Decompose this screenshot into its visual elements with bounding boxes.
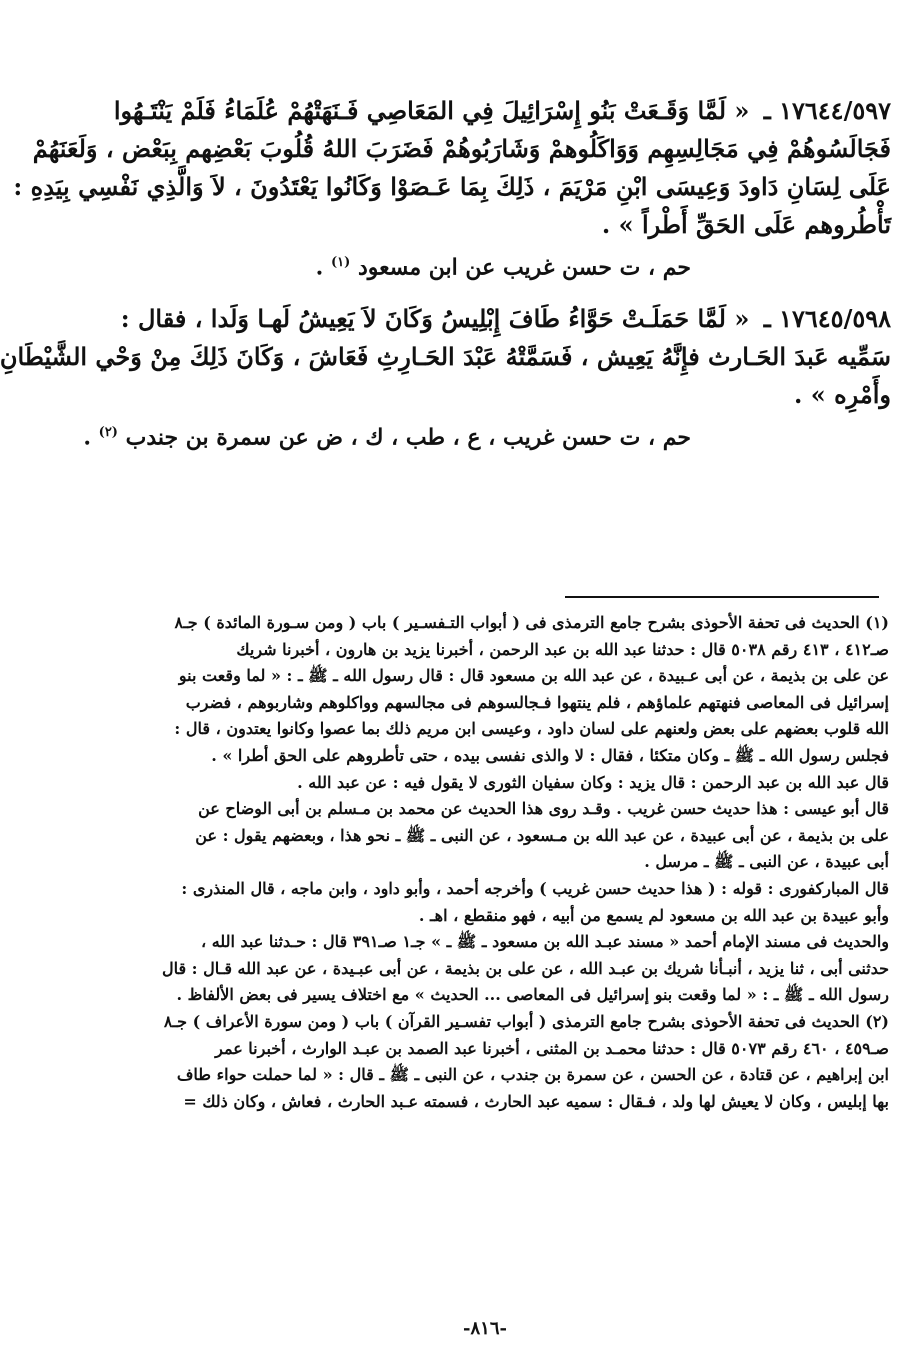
main-text — [0, 92, 891, 471]
hadith-597 — [13, 92, 891, 282]
footnote-line: قال أبو عيسى : هذا حديث حسن غريب . وقـد روى هذا الحديث عن محمد بن مـسلم بن أبى الوضاح عن — [198, 799, 889, 819]
hadith-598 — [0, 300, 891, 452]
source-text: حم ، ت حسن غريب ، ع ، طب ، ك ، ض عن سمرة بن جندب — [125, 424, 691, 451]
footnote-line: قال المباركفورى : قوله : ( هذا حديث حسن غريب ) وأخرجه أحمد ، وأبو داود ، وابن ماجه ، قال المنذرى : — [181, 878, 889, 898]
footnote-line: على بن بذيمة ، عن أبى عبيدة ، عن عبد الله بن مـسعود ، عن النبى ـ ﷺ ـ نحو هذا ، وبعضهم يقول : عن — [195, 825, 889, 845]
hadith-text: « لَمَّا وَقَـعَتْ بَنُو إِسْرَائِيلَ فِي المَعَاصِي فَـنَهَتْهُمْ عُلَمَاءُ فَلَمْ يَنْتَـهُوا — [113, 96, 750, 125]
hadith-source: حم ، ت حسن غريب ، ع ، طب ، ك ، ض عن سمرة بن جندب $^{(٢)}$ . — [83, 424, 691, 451]
footnote-line: صـ٤١٢ ، ٤١٣ رقم ٥٠٣٨ قال : حدثنا عبد الله بن عبد الرحمن ، أخبرنا يزيد بن هارون ، أخبرنا شريك — [236, 639, 889, 659]
hadith-line — [91, 92, 891, 130]
hadith-text: « لَمَّا حَمَلَـتْ حَوَّاءُ طَافَ إِبْلِيسُ وَكَانَ لاَ يَعِيشُ لَهـا وَلَدا ، فقال : — [120, 304, 750, 334]
footnote-line: حدثنى أبى ، ثنا يزيد ، أنبـأنا شريك بن عبـد الله ، عن على بن بذيمة ، عن أبى عبـيدة ، عن عبد الله قـال : قال — [161, 958, 889, 978]
page-number: -٨١٦- — [463, 1318, 507, 1339]
hadith-number: ١٧٦٤٤/٥٩٧ ـ — [763, 96, 891, 125]
source-text: حم ، ت حسن غريب عن ابن مسعود — [357, 254, 691, 281]
footnote-line: الله قلوب بعضهم على بعض ولعنهم على لسان داود ، وعيسى ابن مريم ذلك بما عصوا وكانوا يعتدون ، قال : — [174, 719, 889, 739]
footnote-line: والحديث فى مسند الإمام أحمد « مسند عبـد الله بن مسعود ـ ﷺ ـ » جـ١ صـ٣٩١ قال : حـدثنا عبد الله ، — [200, 932, 889, 952]
hadith-line: تَأْطُروهم عَلَى الحَقِّ أَطْراً » . — [601, 210, 891, 239]
footnote-line: عن على بن بذيمة ، عن أبى عـبيدة ، عن عبد الله بن مسعود قال : قال رسول الله ـ ﷺ ـ : « لما وقعت بنو — [178, 666, 889, 686]
footnote-ref: (١) — [330, 255, 351, 270]
hadith-line: وأَمْرِه » . — [794, 380, 891, 410]
footnote-line: إسرائيل فى المعاصى فنهتهم علماؤهم ، فلم ينتهوا فـجالسوهم فى مجالسهم وواكلوهم وشاربوهم ، فضرب — [185, 692, 889, 712]
footnote-line: (١) الحديث فى تحفة الأحوذى بشرح جامع الترمذى فى ( أبواب التـفسـير ) باب ( ومن سـورة المائدة ) جـ٨ — [174, 613, 889, 632]
hadith-line — [91, 300, 891, 338]
footnote-line: ابن إبراهيم ، عن قتادة ، عن الحسن ، عن سمرة بن جندب ، عن النبى ـ ﷺ ـ قال : « لما حملت حواء طاف — [176, 1065, 889, 1085]
footnote-line: وأبو عبيدة بن عبد الله بن مسعود لم يسمع من أبيه ، فهو منقطع ، اهـ . — [418, 905, 889, 925]
footnote-line: (٢) الحديث فى تحفة الأحوذى بشرح جامع الترمذى ( أبواب تفسـير القرآن ) باب ( ومن سورة الأعراف ) جـ٨ — [163, 1011, 889, 1031]
footnote-line: رسول الله ـ ﷺ ـ : « لما وقعت بنو إسرائيل فى المعاصى ... الحديث » مع اختلاف يسير فى بعض الألفاظ . — [176, 985, 889, 1005]
hadith-line: عَلَى لِسَانِ دَاودَ وَعِيسَى ابْنِ مَرْيَمَ ، ذَلِكَ بِمَا عَـصَوْا وَكَانُوا يَعْتَدُونَ ، لاَ وَالَّذِي نَفْسِي بِيَدِهِ : — [13, 172, 891, 201]
footnotes — [81, 610, 889, 1115]
footnote-line: قال عبد الله بن عبد الرحمن : قال يزيد : وكان سفيان الثورى لا يقول فيه : عن عبد الله . — [297, 772, 889, 792]
hadith-source: حم ، ت حسن غريب عن ابن مسعود $^{(١)}$ . — [315, 254, 691, 281]
hadith-number: ١٧٦٤٥/٥٩٨ ـ — [763, 304, 891, 334]
hadith-line: فَجَالَسُوهُمْ فِي مَجَالِسِهِم وَوَاكَلُوهمْ وَشَارَبُوهُمْ فَضَرَبَ اللهُ قُلُوبَ بَعْضِهم بِبَعْض ، وَلَعَنَهُمْ — [32, 134, 891, 163]
footnote-line: أبى عبيدة ، عن النبى ـ ﷺ ـ مرسل . — [644, 852, 889, 872]
footnote-line: بها إبليس ، وكان لا يعيش لها ولد ، فـقال : سميه عبد الحارث ، فسمته عـبد الحارث ، فعاش ، وكان ذلك = — [183, 1091, 889, 1111]
footnote-line: صـ٤٥٩ ، ٤٦٠ رقم ٥٠٧٣ قال : حدثنا محمـد بن المثنى ، أخبرنا عبد الصمد بن عبـد الوارث ، أخبرنا عمر — [215, 1038, 889, 1058]
footnote-line: فجلس رسول الله ـ ﷺ ـ وكان متكئا ، فقال : لا والذى نفسى بيده ، حتى تأطروهم على الحق أطرا » . — [211, 745, 889, 765]
hadith-line: سَمِّيه عَبدَ الحَـارث فإِنَّهُ يَعِيش ، فَسَمَّتْهُ عَبْدَ الحَـارِثِ فَعَاشَ ، وَكَانَ ذَلِكَ مِنْ وَحْي الشَّيْطَانِ — [0, 342, 891, 372]
footnote-divider — [565, 596, 879, 598]
footnote-ref: (٢) — [98, 425, 118, 441]
